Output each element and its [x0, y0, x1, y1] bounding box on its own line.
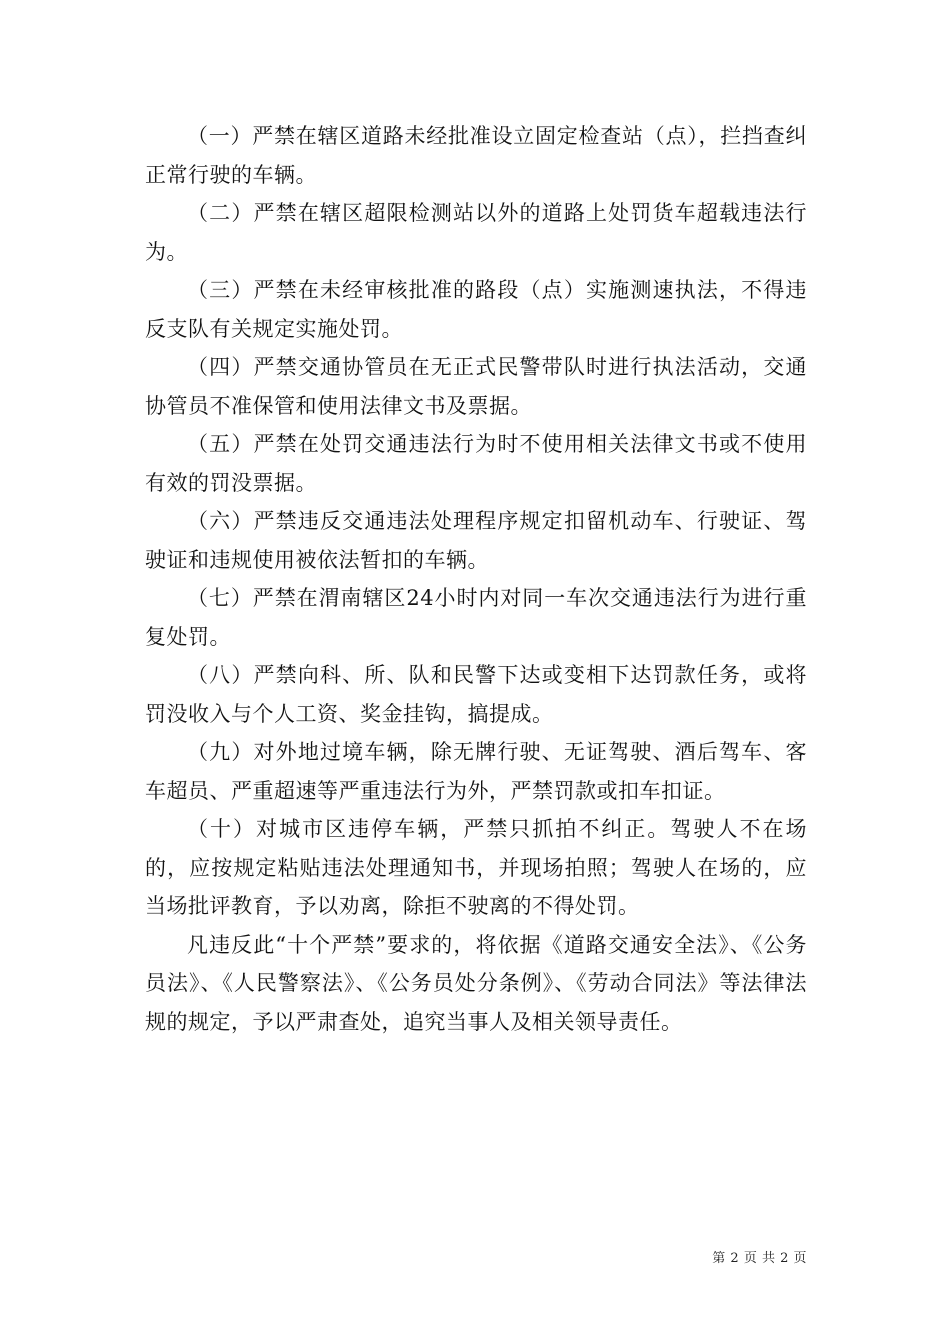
- paragraph-item-2: （二）严禁在辖区超限检测站以外的道路上处罚货车超载违法行为。: [145, 201, 807, 264]
- paragraph-item-6: （六）严禁违反交通违法处理程序规定扣留机动车、行驶证、驾驶证和违规使用被依法暂扣的车辆。: [145, 509, 807, 572]
- paragraph-item-8: （八）严禁向科、所、队和民警下达或变相下达罚款任务，或将罚没收入与个人工资、奖金挂钩，搞提成。: [145, 663, 807, 726]
- paragraph-item-1: （一）严禁在辖区道路未经批准设立固定检查站（点），拦挡查纠正常行驶的车辆。: [145, 124, 807, 187]
- paragraph-item-10: （十）对城市区违停车辆，严禁只抓拍不纠正。驾驶人不在场的，应按规定粘贴违法处理通知书，并现场拍照；驾驶人在场的，应当场批评教育，予以劝离，除拒不驶离的不得处罚。: [145, 817, 807, 918]
- paragraph-item-3: （三）严禁在未经审核批准的路段（点）实施测速执法，不得违反支队有关规定实施处罚。: [145, 278, 807, 341]
- paragraph-closing: 凡违反此“十个严禁”要求的，将依据《道路交通安全法》、《公务员法》、《人民警察法》、《公务员处分条例》、《劳动合同法》等法律法规的规定，予以严肃查处，追究当事人及相关领导责任。: [145, 932, 807, 1034]
- page-number: 第 2 页 共 2 页: [712, 1251, 807, 1266]
- paragraph-item-5: （五）严禁在处罚交通违法行为时不使用相关法律文书或不使用有效的罚没票据。: [145, 432, 807, 495]
- paragraph-item-9: （九）对外地过境车辆，除无牌行驶、无证驾驶、酒后驾车、客车超员、严重超速等严重违法行为外，严禁罚款或扣车扣证。: [145, 740, 807, 803]
- paragraph-item-4: （四）严禁交通协管员在无正式民警带队时进行执法活动，交通协管员不准保管和使用法律文书及票据。: [145, 355, 807, 418]
- paragraph-item-7: （七）严禁在渭南辖区24小时内对同一车次交通违法行为进行重复处罚。: [145, 586, 807, 649]
- document-body: [145, 117, 807, 1041]
